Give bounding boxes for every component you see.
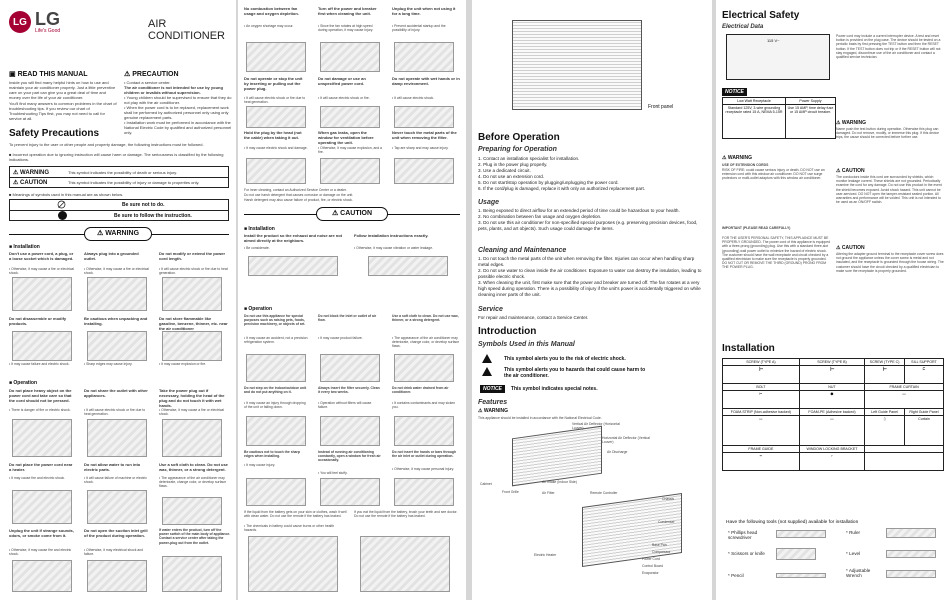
- p2-op-note-8: • You will feel stuffy.: [318, 471, 348, 475]
- p2-note-8: • Otherwise, it may cause explosion, and a fire.: [318, 146, 382, 155]
- label-vertical-deflector: Vertical Air Deflector (Horizontal Louver): [572, 422, 620, 431]
- p2-op-note-3: • The appearance of the air conditioner may deteriorate, change color, or develop surface flaws.: [392, 336, 460, 349]
- test-button-warning: Name push the test button during operation. Otherwise this plug can damaged. Do not remove, modify, or immerse this plug. If this device trips, the cause should be corrected before further use.: [836, 127, 940, 140]
- introduction-heading: Introduction: [478, 326, 537, 337]
- gas-leak-illustration: [320, 158, 380, 184]
- electric-shock-icon: [482, 354, 492, 363]
- cabinet-diagram: [512, 426, 602, 487]
- smoke-illustration: [12, 560, 72, 592]
- part-name: Left Guide Panel: [865, 409, 905, 416]
- p2-op-item-7: Be cautious not to touch the sharp edges when installing.: [244, 450, 300, 459]
- precaution-item: • Installation work must be performed in accordance with the National Electric Code by qualified and authorized personnel only.: [124, 120, 232, 135]
- mandatory-icon: [58, 211, 67, 220]
- before-operation-heading: Before Operation: [478, 132, 560, 143]
- step-on-unit-illustration: [246, 416, 306, 446]
- precaution-item: • When the power cord is to be replaced, replacement work shall be performed by authorized personnel only using only genuine replacement parts.: [124, 105, 229, 120]
- symbol-row-1: [482, 354, 626, 363]
- install-item-4: Do not disassemble or modify products.: [9, 316, 67, 326]
- cleaning-list: [478, 256, 706, 298]
- tool-scissors: * Scissors or knife: [728, 551, 765, 556]
- p4-notice-badge: NOTICE: [722, 88, 747, 96]
- important-text: FOR THE USER'S PERSONAL SAFETY, THIS APPLIANCE MUST BE PROPERLY GROUNDED. The power cord of this appliance is equipped with a three-prong (grounding) plug. Use this with a standard three-slot (grounding) wall power outlet to minimize the hazard of electric shock. The customer should have the wall receptacle and circuit checked by a qualified electrician to make sure the receptacle is properly grounded. DO NOT CUT OR REMOVE THE THIRD (GROUND) PRONG FROM THE POWER PLUG.: [722, 236, 830, 270]
- electrical-safety-heading: Electrical Safety: [722, 10, 800, 21]
- soft-cloth-illustration: [394, 354, 454, 382]
- safety-heading: Safety Precautions: [9, 128, 100, 139]
- usage-item: 3. Do not use this air conditioner for non-specified special purposes (e.g. preserving precision devices, food, pets, plants, and art objects). Such usage could damage the items.: [478, 220, 698, 231]
- op-note-5: • It will cause failure of machine or electric shock.: [84, 476, 147, 485]
- warning-2-label: ⚠ WARNING: [836, 120, 867, 126]
- prep-item: 4. Do not use an extension cord.: [478, 174, 545, 179]
- part-image: ━: [723, 453, 800, 471]
- p2-op-note-5: • Operation without filters will cause failure.: [318, 401, 372, 410]
- label-horizontal-deflector: Horizontal Air Deflector (Vertical Louver): [602, 436, 650, 445]
- water-parts-illustration: [87, 490, 147, 524]
- prep-item: 5. Do not start/stop operation by plugging/unplugging the power cord.: [478, 180, 619, 185]
- tool-screwdriver: * Phillips head screwdriver: [728, 530, 758, 540]
- part-name: BOLT: [723, 384, 800, 391]
- p2-note-5: • It will cause electric shock or fire.: [318, 96, 370, 100]
- front-panel-label: Front panel: [648, 104, 674, 110]
- installation-subheading: ■ Installation: [9, 244, 40, 250]
- op-item-5: Do not allow water to run into electric parts.: [84, 462, 141, 472]
- front-panel-diagram: [512, 20, 642, 110]
- symbol-1-text: Be sure not to do.: [122, 202, 165, 208]
- warning-banner: ⚠ WARNING: [84, 227, 152, 241]
- operation-subheading: ■ Operation: [9, 380, 38, 386]
- p2-note-3: • Prevent accidental startup and the possibility of injury.: [392, 24, 446, 33]
- label-condenser: Condenser: [658, 520, 675, 524]
- p2-op-note-1: • It may cause an accident, not a precision refrigeration system.: [244, 336, 308, 345]
- unpacking-illustration: [87, 331, 147, 361]
- part-image: ⬢: [799, 391, 864, 409]
- symbol-3-desc: This symbol indicates special notes.: [510, 386, 598, 392]
- grounded-outlet-illustration: [87, 277, 147, 311]
- symbol-row-3: [480, 385, 598, 393]
- table-cell: Standard 125V, 3-wire grounding receptacle rated 15 A, NEMA 5-15R: [723, 105, 786, 139]
- blocked-airflow-illustration: [320, 354, 380, 382]
- heavy-cord-illustration: [12, 419, 72, 457]
- part-name: SCREW (TYPE B): [799, 359, 864, 366]
- tools-intro: Have the following tools (not supplied) available for installation: [726, 520, 859, 525]
- p2-item-8: When gas leaks, open the window for ventilation before operating the unit.: [318, 130, 374, 145]
- inlet-hands-illustration: [394, 478, 454, 506]
- p2-install-note-1: • Be considerate.: [244, 246, 270, 250]
- p2-note-1: • An oxygen shortage may occur.: [244, 24, 294, 28]
- part-image: ▭: [799, 416, 864, 446]
- part-image: ▭: [865, 391, 944, 409]
- op-item-9: If water enters the product, turn off the power switch of the main body of appliance. Contact a service center after taking the power-plug out from the outlet.: [159, 528, 231, 545]
- part-image: ⊏: [904, 366, 943, 384]
- unplug-illustration: [394, 42, 454, 72]
- install-note-2: • Otherwise, it may cause a fire or electrical shock.: [84, 267, 150, 276]
- contact-line-1: For inner cleaning, contact an Authorized Service Center or a dealer.: [244, 188, 347, 192]
- warning-ext-label: ⚠ WARNING: [722, 155, 753, 161]
- safety-intro-2: ■ Incorrect operation due to ignoring instruction will cause harm or damage. The seriousness is classified by the following indications.: [9, 152, 224, 162]
- p2-op-item-9: Do not insert the hands or bars through the air inlet or outlet during operation.: [392, 450, 457, 459]
- preparing-heading: Preparing for Operation: [478, 146, 557, 153]
- install-item-5: Be cautious when unpacking and installing.: [84, 316, 148, 326]
- p2-op-note-2: • It may cause product failure.: [318, 336, 363, 340]
- op-note-6: • The appearance of the air conditioner may deteriorate, change color, or develop surface flaws.: [159, 476, 227, 489]
- ext-cord-title: USE OF EXTENSION CORDS: [722, 163, 769, 167]
- chassis-diagram: [582, 493, 682, 567]
- p2-item-3: Unplug the unit when not using it for a long time.: [392, 6, 456, 16]
- screwdriver-icon: [776, 530, 826, 538]
- part-image: ┣━: [723, 366, 800, 384]
- brand-tagline: Life's Good: [35, 28, 61, 34]
- part-name: FOAM-STRIP (Non-adhesive backed): [723, 409, 800, 416]
- p2-op-item-6: Do not drink water drained from air conditioner.: [392, 386, 449, 395]
- service-heading: Service: [478, 306, 503, 313]
- p2-install-note-2: • Otherwise, it may cause vibration or water leakage.: [354, 246, 434, 250]
- extension-cord-illustration: [162, 277, 222, 311]
- warning-definition: This symbol indicates the possibility of death or serious injury.: [68, 170, 178, 175]
- hold-plug-illustration: [246, 158, 306, 184]
- part-image: ⊢: [723, 391, 800, 409]
- precaution-item: The air conditioner is not intended for use by young children or invalids without supervision.: [124, 85, 223, 95]
- label-air-intake: Air Intake (Indoor Side): [542, 480, 577, 484]
- lg-logo: [9, 10, 60, 34]
- oxygen-illustration: [246, 42, 306, 72]
- battery-note: • The chemicals in battery could cause burns or other health hazards.: [244, 524, 335, 533]
- damaged-cord-illustration: [12, 277, 72, 311]
- op-item-2: Do not share the outlet with other appliances.: [84, 388, 148, 398]
- plug-diagram: [726, 34, 830, 80]
- tool-level: * Level: [846, 551, 861, 556]
- p2-op-note-9: • Otherwise, it may cause personal injury.: [392, 467, 454, 471]
- label-front-grille: Front Grille: [502, 490, 519, 494]
- book-icon: ▣: [9, 71, 18, 78]
- label-cabinet: Cabinet: [480, 482, 492, 486]
- prep-item: 1. Contact an installation specialist for installation.: [478, 156, 580, 161]
- label-remote: Remote Controller: [590, 491, 618, 495]
- op-note-1: • There is danger of fire or electric shock.: [9, 408, 71, 412]
- install-note-3: • It will cause electric shock or fire due to heat generation.: [159, 267, 228, 276]
- pencil-icon: [776, 573, 826, 578]
- cleaning-heading: Cleaning and Maintenance: [478, 247, 567, 254]
- battery-skin-illustration: [248, 536, 338, 592]
- tool-pencil: * Pencil: [728, 573, 744, 578]
- precaution-item: • Contact a service center.: [124, 80, 171, 85]
- battery-eat-text: If you eat the liquid from the battery, brush your teeth and see doctor. Do not use the remote if the battery has leaked.: [354, 510, 458, 519]
- manual-page-4: [716, 0, 950, 600]
- p2-op-item-8: Instead of running air conditioning constantly, open a window for fresh air occasionally.: [318, 450, 381, 463]
- read-manual-body: Inside you will find many helpful hints on how to use and maintain your air conditioner properly. Just a little preventive care on your part can give you a great deal of time and money over the life of your air conditioner.: [9, 80, 116, 100]
- wrench-icon: [886, 570, 936, 578]
- part-name: SILL SUPPORT: [904, 359, 943, 366]
- p2-install-line-2: Follow installation instructions exactly.: [354, 233, 429, 238]
- cleaning-illustration: [162, 497, 222, 525]
- damaged-cord-2-illustration: [320, 106, 380, 128]
- breaker-illustration: [320, 42, 380, 72]
- heater-illustration: [12, 490, 72, 524]
- flammable-illustration: [162, 331, 222, 361]
- op-note-8: • Otherwise, it may electrical shock and failure.: [84, 548, 144, 557]
- special-purpose-illustration: [246, 354, 306, 382]
- part-name: NUT: [799, 384, 864, 391]
- part-image: ┣━: [865, 366, 905, 384]
- p2-op-item-4: Do not step on the indoor/outdoor unit and do not put anything on it.: [244, 386, 307, 395]
- symbol-2-desc: This symbol alerts you to hazards that could cause harm to the air conditioner.: [504, 367, 646, 379]
- part-image: ┣━: [799, 366, 864, 384]
- neighbors-illustration: [248, 256, 338, 276]
- install-item-1: Don't use a power cord, a plug, or a loose socket which is damaged.: [9, 251, 74, 261]
- part-name: FOAM-PE (Adhesive backed): [799, 409, 864, 416]
- p2-item-2: Turn off the power and breaker first when cleaning the unit.: [318, 6, 377, 16]
- install-item-6: Do not store flammable like gasoline, benzene, thinner, etc. near the air conditioner: [159, 316, 228, 331]
- p2-op-note-4: • It may cause an injury through dropping of the unit or falling down.: [244, 401, 306, 410]
- level-icon: [886, 550, 936, 558]
- shield-caution-text: The conductors inside this cord are surrounded by shields, which monitor leakage current. These shields are not grounded. Periodically examine the cord for any damage. Do not use this product in the event the shield becomes exposed. Avoid shock hazard. This unit cannot be user-serviced. DO NOT open the tamper-resistant sealed portion. All warranties and performance will be voided. This unit is not intended to be used as an ON/OFF switch.: [836, 175, 942, 205]
- caution-2-label: ⚠ CAUTION: [836, 245, 865, 251]
- preparing-list: [478, 156, 706, 192]
- installation-heading: Installation: [722, 343, 775, 354]
- warning-label: ⚠ WARNING: [13, 170, 50, 176]
- caution-label: ⚠ CAUTION: [13, 180, 48, 186]
- service-text: For repair and maintenance, contact a Service Center.: [478, 315, 589, 320]
- battery-mouth-illustration: [360, 536, 450, 592]
- symbol-meanings: ■ Meanings of symbols used in this manual are as shown below.: [9, 192, 124, 197]
- p2-note-4: • It will cause electric shock or fire due to heat generation.: [244, 96, 306, 105]
- tool-ruler: * Ruler: [846, 530, 861, 535]
- electrical-data-heading: Electrical Data: [722, 24, 764, 30]
- power-cord-note: Power cord may include a current interrupter device. A test and reset button is provided on the plug case. The device should be tested on a periodic basis by first pressing the TEST button and then the RESET button. If the TEST button does not trip or if the RESET button will not stay engaged, discontinue use of the air conditioner and contact a qualified service technician.: [836, 34, 941, 60]
- p2-op-note-6: • It contains contaminants and may sicken you.: [392, 401, 456, 410]
- suction-grill-illustration: [87, 560, 147, 592]
- water-enter-illustration: [162, 556, 222, 592]
- p2-op-item-3: Use a soft cloth to clean. Do not use wax, thinner, or a strong detergent.: [392, 314, 459, 323]
- drain-water-illustration: [394, 416, 454, 446]
- part-name: Right Guide Panel: [904, 409, 943, 416]
- read-manual-heading: ▣ READ THIS MANUAL: [9, 71, 88, 78]
- p2-item-6: Do not operate with wet hands or in damp environment.: [392, 76, 460, 86]
- p2-installation-subheading: ■ Installation: [244, 226, 275, 232]
- severity-table: [9, 166, 229, 188]
- product-title: AIR CONDITIONER: [148, 18, 225, 42]
- prohibited-icon: [58, 201, 66, 209]
- curtain-label: Curtain: [918, 417, 930, 421]
- op-item-1: Do not place heavy object on the power cord and take care so that the cord should not be pressed.: [9, 388, 72, 403]
- scissors-icon: [776, 548, 816, 560]
- contact-line-2: Do not use harsh detergent that causes corrosion or damage on the unit.: [244, 193, 354, 197]
- features-warning: ⚠ WARNING: [478, 408, 509, 414]
- caution-definition: This symbol indicates the possibility of injury or damage to properties only.: [68, 180, 200, 185]
- part-image: ⌐: [799, 453, 864, 471]
- lg-logo-icon: LG: [9, 11, 31, 33]
- precaution-item: • Young children should be supervised to ensure that they do not play with the air conditioner.: [124, 95, 232, 105]
- symbol-2-text: Be sure to follow the instruction.: [114, 213, 192, 219]
- p2-op-item-2: Do not block the inlet or outlet of air flow.: [318, 314, 377, 323]
- part-image: [904, 416, 943, 446]
- manual-page-2: [238, 0, 466, 600]
- brand-name: LG: [35, 9, 60, 29]
- label-control-board: Control Board: [642, 564, 663, 568]
- features-heading: Features: [478, 399, 508, 406]
- label-chassis: Chassis: [662, 497, 675, 501]
- caution-triangle-icon: [482, 367, 492, 376]
- tool-wrench: * Adjustable Wrench: [846, 568, 871, 578]
- op-note-7: • Otherwise, it may cause fire and electric shock.: [9, 548, 72, 557]
- label-air-filter: Air Filter: [542, 491, 555, 495]
- table-header: Power Supply: [785, 98, 835, 105]
- damp-illustration: [394, 106, 454, 128]
- p2-op-item-5: Always insert the filter securely. Clean it every two weeks.: [318, 386, 380, 395]
- p2-item-4: Do not operate or stop the unit by inserting or pulling out the power plug.: [244, 76, 303, 91]
- usage-item: 1. Being exposed to direct airflow for an extended period of time could be hazardous to your health.: [478, 208, 680, 213]
- shared-outlet-illustration: [87, 419, 147, 457]
- op-item-6: Use a soft cloth to clean. Do not use wax, thinner, or a strong detergent.: [159, 462, 228, 472]
- install-item-2: Always plug into a grounded outlet.: [84, 251, 139, 261]
- p2-op-note-7: • It may cause injury.: [244, 463, 276, 467]
- prep-item: 6. If the cord/plug is damaged, replace it with only an authorized replacement part.: [478, 186, 646, 191]
- disassemble-illustration: [12, 331, 72, 361]
- caution-label-p4: ⚠ CAUTION: [836, 168, 865, 174]
- op-item-3: Take the power plug out if necessary, holding the head of the plug and do not touch it with wet hands.: [159, 388, 225, 408]
- op-note-3: • Otherwise, it may cause a fire or electrical shock.: [159, 408, 225, 417]
- label-power-cord: Power Cord: [642, 557, 660, 561]
- contact-line-3: Harsh detergent may also cause failure of product, fire, or electric shock.: [244, 198, 353, 202]
- label-base-pan: Base Pan: [652, 543, 667, 547]
- op-item-7: Unplug the unit if strange sounds, odors, or smoke come from it.: [9, 528, 74, 538]
- symbol-1-desc: This symbol alerts you to the risk of electric shock.: [504, 355, 626, 362]
- fresh-air-illustration: [320, 478, 380, 506]
- part-name: SCREW (TYPE A): [723, 359, 800, 366]
- caution-banner: ⚠ CAUTION: [316, 207, 388, 221]
- symbols-heading: Symbols Used in this Manual: [478, 341, 575, 348]
- table-cell: Use 15 AMP, time delay fuse or 15 AMP circuit breaker.: [785, 105, 835, 139]
- clean-item: 2. Do not use water to clean inside the air conditioner. Exposure to water can destroy the insulation, leading to possible electric shock.: [478, 268, 702, 279]
- p2-op-item-1: Do not use this appliance for special purposes such as raising pets, foods, precision machinery, or objects of art.: [244, 314, 306, 327]
- label-heater: Electric Heater: [534, 553, 557, 557]
- label-compressor: Compressor: [652, 550, 671, 554]
- p2-item-5: Do not damage or use an unspecified power cord.: [318, 76, 366, 86]
- p2-note-2: • Since the fan rotates at high speed during operation, it may cause injury.: [318, 24, 374, 33]
- voltage-label: 115 V~: [767, 38, 780, 43]
- precaution-heading: ⚠ PRECAUTION: [124, 71, 179, 78]
- install-note-6: • It may cause explosion or fire.: [159, 362, 207, 366]
- battery-skin-text: If the liquid from the battery gets on your skin or clothes, wash it well with clean water. Do not use the remote if the battery has leaked.: [244, 510, 347, 519]
- part-name: SCREW (TYPE C): [865, 359, 905, 366]
- notice-badge: NOTICE: [480, 385, 505, 393]
- features-text: This appliance should be installed in accordance with the National Electrical Code.: [478, 416, 602, 420]
- part-image: ▯: [865, 416, 905, 446]
- clean-item: 3. When cleaning the unit, first make sure that the power and breaker are turned off. The fan rotates at a very high speed during operation. There is a possibility of injury if the unit's power is accidentally triggered on while cleaning inner parts of the unit.: [478, 280, 701, 297]
- read-manual-body-2: You'll find many answers to common problems in the chart of troubleshooting tips. If you review our chart of Troubleshooting Tips first, you may not need to call for service at all.: [9, 101, 117, 121]
- filter-insert-illustration: [320, 416, 380, 446]
- wet-hands-illustration: [162, 419, 222, 457]
- op-note-2: • It will cause electric shock or fire due to heat generation.: [84, 408, 146, 417]
- install-note-4: • It may cause failure and electric shock.: [9, 362, 70, 366]
- p2-note-9: • Tap are sharp and may cause injury.: [392, 146, 449, 150]
- manual-page-1: [0, 0, 236, 600]
- p2-item-1: No combustion between fan usage and oxygen depletion.: [244, 6, 299, 16]
- op-item-4: Do not place the power cord near a heater.: [9, 462, 73, 472]
- p2-item-9: Never touch the metal parts of the unit when removing the filter.: [392, 130, 457, 140]
- install-item-3: Do not modify or extend the power cord length.: [159, 251, 226, 261]
- p2-item-7: Hold the plug by the head (not the cable) when taking it out.: [244, 130, 302, 140]
- p2-operation-subheading: ■ Operation: [244, 306, 273, 312]
- usage-list: [478, 208, 706, 232]
- precaution-list: [124, 80, 232, 135]
- plug-operate-illustration: [246, 106, 306, 128]
- warning-triangle-icon: ⚠: [124, 71, 133, 78]
- p2-note-6: • It will cause electric shock.: [392, 96, 435, 100]
- adapter-caution-text: Altering the adapter ground terminal to the receptacle cover screw does not ground the appliance unless the cover screw is metal and not insulated, and the receptacle is grounded through the house wiring. The customer should have the circuit checked by a qualified electrician to make sure the receptacle is properly grounded.: [836, 252, 944, 273]
- usage-heading: Usage: [478, 199, 500, 206]
- part-name: WINDOW LOCKING BRACKET: [799, 446, 864, 453]
- sharp-edges-illustration: [246, 478, 306, 506]
- filter-illustration: [394, 158, 454, 184]
- install-note-1: • Otherwise, it may cause a fire or electrical shock.: [9, 267, 75, 276]
- install-note-5: • Sharp edges may cause injury.: [84, 362, 133, 366]
- receptacle-table: [722, 97, 836, 139]
- table-header: Low Watt Receptacle: [723, 98, 786, 105]
- symbol-table: [9, 199, 229, 221]
- parts-table: [722, 358, 944, 471]
- part-image: ▭: [723, 416, 800, 446]
- clean-item: 1. Do not touch the metal parts of the unit when removing the filter. Injuries can occur when handling sharp metal edges.: [478, 256, 695, 267]
- label-evaporator: Evaporator: [642, 571, 659, 575]
- label-air-discharge: Air Discharge: [607, 450, 628, 454]
- p2-note-7: • It may cause electric shock and damage.: [244, 146, 308, 150]
- ruler-icon: [886, 528, 936, 538]
- p2-install-line-1: Install the product so the exhaust and noise are not aimed directly at the neighbors.: [244, 233, 343, 243]
- op-note-4: • It may cause fire and electric shock.: [9, 476, 66, 480]
- part-name: FRAME CURTAIN: [865, 384, 944, 391]
- safety-intro: To prevent injury to the user or other people and property damage, the following instructions must be followed.: [9, 142, 204, 147]
- prep-item: 3. Use a dedicated circuit.: [478, 168, 531, 173]
- op-item-8: Do not open the suction inlet grill of the product during operation.: [84, 528, 148, 538]
- ext-cord-text: RISK OF FIRE: could cause serious injury or death. DO NOT use an extension cord with this window air conditioner. DO NOT use surge protectors or multi-outlet adaptors with this window air conditioner.: [722, 168, 825, 181]
- prep-item: 2. Plug in the power plug properly.: [478, 162, 548, 167]
- symbol-row-2: [482, 367, 654, 379]
- usage-item: 2. No combination between fan usage and oxygen depletion.: [478, 214, 602, 219]
- part-name: FRAME GUIDE: [723, 446, 800, 453]
- install-instructions-illustration: [368, 256, 448, 276]
- important-title: IMPORTANT (PLEASE READ CAREFULLY): [722, 226, 791, 230]
- manual-page-3: [472, 0, 712, 600]
